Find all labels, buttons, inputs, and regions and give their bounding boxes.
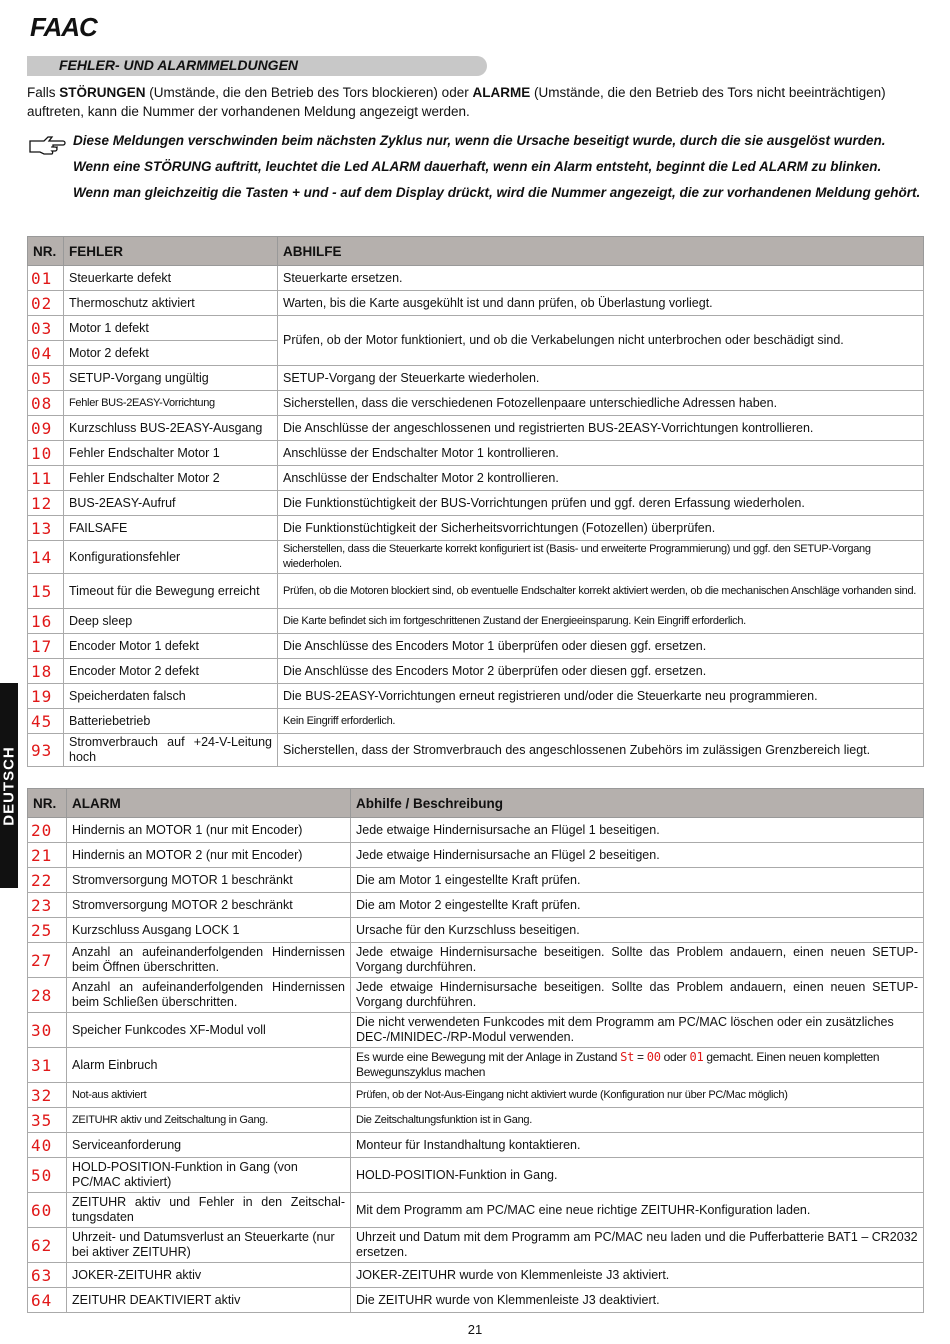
- error-remedy: Kein Eingriff erforderlich.: [278, 709, 924, 734]
- alarm-code: 32: [28, 1083, 67, 1108]
- error-code: 93: [28, 734, 64, 767]
- error-name: BUS-2EASY-Aufruf: [64, 491, 278, 516]
- alarm-remedy: Ursache für den Kurzschluss beseitigen.: [351, 918, 924, 943]
- alarm-header-row: [28, 789, 924, 818]
- alarm-name: JOKER-ZEITUHR aktiv: [67, 1263, 351, 1288]
- table-row: [28, 1158, 924, 1193]
- language-label: DEUTSCH: [0, 745, 18, 826]
- intro-text-1: Falls: [27, 85, 60, 100]
- alarm-remedy: Die am Motor 1 eingestellte Kraft prüfen.: [351, 868, 924, 893]
- alarm-name: Speicher Funkcodes XF-Modul voll: [67, 1013, 351, 1048]
- alarm-name: Stromversorgung MOTOR 1 beschränkt: [67, 868, 351, 893]
- alarm-code: 35: [28, 1108, 67, 1133]
- error-code: 12: [28, 491, 64, 516]
- error-name: Encoder Motor 1 defekt: [64, 634, 278, 659]
- row31-text-a: Es wurde eine Bewegung mit der Anlage in Zustand: [356, 1050, 621, 1064]
- alarm-name: Stromversorgung MOTOR 2 beschränkt: [67, 893, 351, 918]
- alarm-table: [27, 788, 924, 1313]
- table-row: [28, 291, 924, 316]
- error-name: Fehler BUS-2EASY-Vorrichtung: [64, 391, 278, 416]
- language-side-tab: [0, 683, 18, 888]
- table-row: [28, 1083, 924, 1108]
- error-code: 10: [28, 441, 64, 466]
- fehler-header-row: [28, 237, 924, 266]
- fehler-table: [27, 236, 924, 767]
- error-code: 05: [28, 366, 64, 391]
- note-2: Wenn eine STÖRUNG auftritt, leuchtet die Led ALARM dauerhaft, wenn ein Alarm entsteht, beginnt die Led ALARM zu blinken.: [73, 159, 882, 174]
- error-name: Speicherdaten falsch: [64, 684, 278, 709]
- error-name: Stromverbrauch auf +24-V-Leitung hoch: [64, 734, 278, 767]
- alarm-remedy: Die ZEITUHR wurde von Klemmenleiste J3 deaktiviert.: [351, 1288, 924, 1313]
- table-row: [28, 516, 924, 541]
- error-code: 19: [28, 684, 64, 709]
- error-code: 09: [28, 416, 64, 441]
- table-row: [28, 391, 924, 416]
- alarm-code: 40: [28, 1133, 67, 1158]
- error-remedy: Sicherstellen, dass die verschiedenen Fotozellenpaare unterschiedliche Adressen haben.: [278, 391, 924, 416]
- table-row: [28, 1133, 924, 1158]
- error-remedy: Sicherstellen, dass der Stromverbrauch des angeschlossenen Zubehörs im zulässigen Grenzbereich liegt.: [278, 734, 924, 767]
- table-row: [28, 466, 924, 491]
- intro-bold-stoerungen: STÖRUNGEN: [59, 85, 146, 100]
- table-row: [28, 609, 924, 634]
- alarm-code: 20: [28, 818, 67, 843]
- alarm-remedy: Die nicht verwendeten Funkcodes mit dem Programm am PC/MAC löschen oder ein zusätzliches DEC-/MINIDEC-/RP-Modul verwenden.: [351, 1013, 924, 1048]
- error-code: 15: [28, 574, 64, 609]
- error-code: 17: [28, 634, 64, 659]
- alarm-remedy: Uhrzeit und Datum mit dem Programm am PC/MAC neu laden und die Pufferbatterie BAT1 – CR2032 ersetzen.: [351, 1228, 924, 1263]
- table-row: [28, 316, 924, 341]
- table-row: [28, 1048, 924, 1083]
- error-name: Fehler Endschalter Motor 2: [64, 466, 278, 491]
- table-row: [28, 818, 924, 843]
- intro-text-2: (Umstände, die den Betrieb des Tors blockieren) oder: [145, 85, 473, 100]
- table-row: [28, 1288, 924, 1313]
- error-code: 45: [28, 709, 64, 734]
- alarm-remedy: Jede etwaige Hindernisursache beseitigen. Sollte das Problem andauern, einen neuen SETUP-Vorgang durchführen.: [351, 943, 924, 978]
- table-row: [28, 978, 924, 1013]
- alarm-code: 21: [28, 843, 67, 868]
- alarm-name: Hindernis an MOTOR 2 (nur mit Encoder): [67, 843, 351, 868]
- error-remedy: Die Karte befindet sich im fortgeschrittenen Zustand der Energieeinsparung. Kein Eingriff erforderlich.: [278, 609, 924, 634]
- alarm-name: ZEITUHR aktiv und Zeitschaltung in Gang.: [67, 1108, 351, 1133]
- alarm-code: 30: [28, 1013, 67, 1048]
- error-remedy: Prüfen, ob die Motoren blockiert sind, ob eventuelle Endschalter korrekt aktiviert werden, ob die mechanischen Anschläge vorhanden sind.: [278, 574, 924, 609]
- alarm-remedy: [351, 1048, 924, 1083]
- error-name: SETUP-Vorgang ungültig: [64, 366, 278, 391]
- error-remedy: SETUP-Vorgang der Steuerkarte wiederholen.: [278, 366, 924, 391]
- intro-paragraph: [27, 83, 923, 121]
- row31-text-b: gemacht. Einen neuen kompletten Bewegunszyklus machen: [356, 1050, 880, 1079]
- alarm-name: Serviceanforderung: [67, 1133, 351, 1158]
- table-row: [28, 366, 924, 391]
- alarm-remedy: Die am Motor 2 eingestellte Kraft prüfen.: [351, 893, 924, 918]
- alarm-code: 63: [28, 1263, 67, 1288]
- table-row: [28, 843, 924, 868]
- error-name: Motor 2 defekt: [64, 341, 278, 366]
- header-nr: NR.: [28, 789, 67, 818]
- section-heading-bar: [27, 56, 487, 76]
- alarm-remedy: JOKER-ZEITUHR wurde von Klemmenleiste J3 aktiviert.: [351, 1263, 924, 1288]
- intro-text-3: (Umstände, die den Betrieb des Tors nicht beeinträchtigen) auftreten, kann die Nummer der vorhandenen Meldung angezeigt werden.: [27, 85, 886, 119]
- error-remedy: Die Funktionstüchtigkeit der Sicherheitsvorrichtungen (Fotozellen) überprüfen.: [278, 516, 924, 541]
- display-st: St: [620, 1050, 634, 1064]
- table-row: [28, 868, 924, 893]
- error-code: 18: [28, 659, 64, 684]
- alarm-remedy: Die Zeitschaltungsfunktion ist in Gang.: [351, 1108, 924, 1133]
- error-remedy: Die Anschlüsse der angeschlossenen und registrierten BUS-2EASY-Vorrichtungen kontrollieren.: [278, 416, 924, 441]
- error-remedy: Die BUS-2EASY-Vorrichtungen erneut registrieren und/oder die Steuerkarte neu programmieren.: [278, 684, 924, 709]
- alarm-name: Anzahl an aufeinanderfolgenden Hindernissen beim Öffnen überschritten.: [67, 943, 351, 978]
- error-name: Fehler Endschalter Motor 1: [64, 441, 278, 466]
- alarm-name: Kurzschluss Ausgang LOCK 1: [67, 918, 351, 943]
- table-row: [28, 541, 924, 574]
- table-row: [28, 943, 924, 978]
- error-remedy: Anschlüsse der Endschalter Motor 2 kontrollieren.: [278, 466, 924, 491]
- error-code: 01: [28, 266, 64, 291]
- pointing-hand-icon: [28, 135, 68, 155]
- error-code: 04: [28, 341, 64, 366]
- error-remedy: Anschlüsse der Endschalter Motor 1 kontrollieren.: [278, 441, 924, 466]
- header-alarm: ALARM: [67, 789, 351, 818]
- alarm-code: 31: [28, 1048, 67, 1083]
- alarm-code: 23: [28, 893, 67, 918]
- alarm-name: Not-aus aktiviert: [67, 1083, 351, 1108]
- error-name: Steuerkarte defekt: [64, 266, 278, 291]
- table-row: [28, 416, 924, 441]
- alarm-remedy: Mit dem Programm am PC/MAC eine neue richtige ZEITUHR-Konfiguration laden.: [351, 1193, 924, 1228]
- alarm-code: 22: [28, 868, 67, 893]
- faac-logo: FAAC: [30, 12, 97, 42]
- alarm-code: 60: [28, 1193, 67, 1228]
- table-row: [28, 684, 924, 709]
- display-00: 00: [646, 1050, 661, 1064]
- alarm-code: 62: [28, 1228, 67, 1263]
- error-remedy: Steuerkarte ersetzen.: [278, 266, 924, 291]
- alarm-code: 27: [28, 943, 67, 978]
- error-name: Kurzschluss BUS-2EASY-Ausgang: [64, 416, 278, 441]
- error-code: 13: [28, 516, 64, 541]
- table-row: [28, 491, 924, 516]
- header-fehler: FEHLER: [64, 237, 278, 266]
- alarm-name: Hindernis an MOTOR 1 (nur mit Encoder): [67, 818, 351, 843]
- display-01: 01: [689, 1050, 704, 1064]
- alarm-remedy: Jede etwaige Hindernisursache beseitigen. Sollte das Problem andauern, einen neuen SETUP-Vorgang durchführen.: [351, 978, 924, 1013]
- error-code: 11: [28, 466, 64, 491]
- table-row: [28, 266, 924, 291]
- error-code: 03: [28, 316, 64, 341]
- table-row: [28, 634, 924, 659]
- alarm-code: 64: [28, 1288, 67, 1313]
- error-code: 14: [28, 541, 64, 574]
- error-name: Encoder Motor 2 defekt: [64, 659, 278, 684]
- alarm-remedy: HOLD-POSITION-Funktion in Gang.: [351, 1158, 924, 1193]
- page-number: 21: [467, 1322, 483, 1337]
- table-row: [28, 1013, 924, 1048]
- alarm-name: Uhrzeit- und Datumsverlust an Steuerkarte (nur bei aktiver ZEITUHR): [67, 1228, 351, 1263]
- error-remedy: Sicherstellen, dass die Steuerkarte korrekt konfiguriert ist (Basis- und erweiterte Programmierung) und ggf. den SETUP-Vorgang wiederholen.: [278, 541, 924, 574]
- section-title: FEHLER- UND ALARMMELDUNGEN: [59, 57, 299, 73]
- alarm-code: 25: [28, 918, 67, 943]
- alarm-name: ZEITUHR aktiv und Fehler in den Zeitschal-tungsdaten: [67, 1193, 351, 1228]
- header-nr: NR.: [28, 237, 64, 266]
- table-row: [28, 893, 924, 918]
- error-code: 16: [28, 609, 64, 634]
- table-row: [28, 1193, 924, 1228]
- error-name: Deep sleep: [64, 609, 278, 634]
- alarm-name: ZEITUHR DEAKTIVIERT aktiv: [67, 1288, 351, 1313]
- table-row: [28, 659, 924, 684]
- error-name: Thermoschutz aktiviert: [64, 291, 278, 316]
- alarm-remedy: Monteur für Instandhaltung kontaktieren.: [351, 1133, 924, 1158]
- notes-block: [73, 132, 923, 210]
- error-remedy: Die Anschlüsse des Encoders Motor 1 überprüfen oder diesen ggf. ersetzen.: [278, 634, 924, 659]
- error-code: 02: [28, 291, 64, 316]
- error-remedy: Die Funktionstüchtigkeit der BUS-Vorrichtungen prüfen und ggf. deren Erfassung wiederholen.: [278, 491, 924, 516]
- header-beschreibung: Abhilfe / Beschreibung: [351, 789, 924, 818]
- error-name: Batteriebetrieb: [64, 709, 278, 734]
- alarm-code: 28: [28, 978, 67, 1013]
- error-name: Motor 1 defekt: [64, 316, 278, 341]
- alarm-remedy: Jede etwaige Hindernisursache an Flügel 1 beseitigen.: [351, 818, 924, 843]
- table-row: [28, 734, 924, 767]
- alarm-remedy: Prüfen, ob der Not-Aus-Eingang nicht aktiviert wurde (Konfiguration nur über PC/Mac möglich): [351, 1083, 924, 1108]
- error-name: FAILSAFE: [64, 516, 278, 541]
- header-abhilfe: ABHILFE: [278, 237, 924, 266]
- row31-oder: oder: [660, 1050, 690, 1064]
- note-1: Diese Meldungen verschwinden beim nächsten Zyklus nur, wenn die Ursache beseitigt wurde, durch die sie ausgelöst wurden.: [73, 133, 886, 148]
- alarm-name: Alarm Einbruch: [67, 1048, 351, 1083]
- row31-eq: =: [634, 1050, 647, 1064]
- table-row: [28, 1263, 924, 1288]
- error-remedy: Die Anschlüsse des Encoders Motor 2 überprüfen oder diesen ggf. ersetzen.: [278, 659, 924, 684]
- alarm-name: Anzahl an aufeinanderfolgenden Hindernissen beim Schließen überschritten.: [67, 978, 351, 1013]
- error-name: Konfigurationsfehler: [64, 541, 278, 574]
- table-row: [28, 574, 924, 609]
- alarm-remedy: Jede etwaige Hindernisursache an Flügel 2 beseitigen.: [351, 843, 924, 868]
- table-row: [28, 709, 924, 734]
- error-name: Timeout für die Bewegung erreicht: [64, 574, 278, 609]
- intro-bold-alarme: ALARME: [472, 85, 531, 100]
- error-remedy: Prüfen, ob der Motor funktioniert, und ob die Verkabelungen nicht unterbrochen oder beschädigt sind.: [278, 316, 924, 366]
- table-row: [28, 918, 924, 943]
- note-3: Wenn man gleichzeitig die Tasten + und - auf dem Display drückt, wird die Nummer angezeigt, die zur vorhandenen Meldung gehört.: [73, 185, 921, 200]
- table-row: [28, 1108, 924, 1133]
- alarm-name: HOLD-POSITION-Funktion in Gang (von PC/MAC aktiviert): [67, 1158, 351, 1193]
- alarm-code: 50: [28, 1158, 67, 1193]
- table-row: [28, 441, 924, 466]
- error-code: 08: [28, 391, 64, 416]
- table-row: [28, 1228, 924, 1263]
- error-remedy: Warten, bis die Karte ausgekühlt ist und dann prüfen, ob Überlastung vorliegt.: [278, 291, 924, 316]
